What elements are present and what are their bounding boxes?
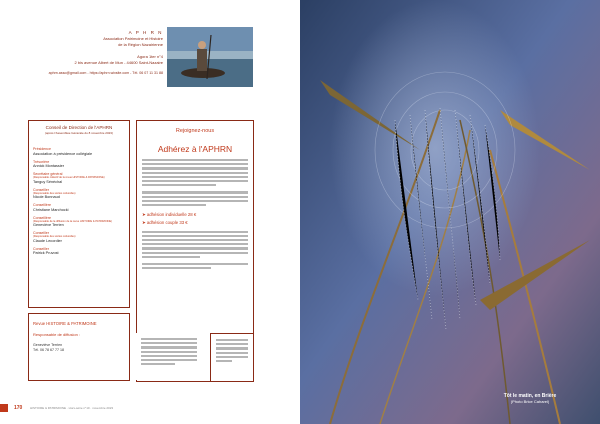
- text-line: [216, 352, 248, 354]
- text-line: [142, 163, 248, 165]
- role-name: Tanguy Sénéchal: [33, 179, 63, 184]
- text-line: [142, 239, 248, 241]
- role-name: Nicole Bonnaud: [33, 195, 60, 199]
- text-line: [142, 267, 211, 269]
- text-line: [142, 256, 200, 258]
- text-line: [141, 359, 197, 361]
- revue-box: [28, 313, 130, 381]
- text-line: [142, 184, 216, 186]
- page-number: 170: [14, 405, 23, 411]
- role-4: [33, 203, 129, 212]
- role-note: (Responsable collectif de la revue HISTOIRE & PATRIMOINE): [33, 176, 105, 179]
- text-line: [142, 235, 248, 237]
- org-line2: Association Patrimoine et Histoire: [103, 36, 163, 41]
- role-label: Conseiller: [33, 187, 49, 192]
- org-name: A P H R N: [128, 30, 163, 35]
- text-line: [142, 243, 248, 245]
- role-label: Trésorière: [33, 159, 50, 164]
- photos-text: [141, 338, 197, 365]
- role-5: [33, 216, 129, 228]
- address1: Agora 1ter n°4: [137, 54, 163, 59]
- text-line: [142, 167, 248, 169]
- instructions-paragraph: [142, 231, 248, 258]
- role-7: [33, 247, 129, 256]
- header-org: [28, 30, 163, 66]
- role-name: Claude Lecordier: [33, 238, 62, 243]
- revue-title: Revue HISTOIRE & PATRIMOINE: [33, 321, 97, 326]
- text-line: [142, 159, 248, 161]
- council-box: [28, 120, 130, 308]
- role-label: Conseiller: [33, 231, 49, 235]
- dew-spiderweb-image: [300, 0, 600, 424]
- arrow-icon: ➤: [142, 219, 146, 225]
- role-name: Christiane Marchocki: [33, 207, 69, 212]
- closing-paragraph: [142, 263, 248, 269]
- fee-amount: 33 €: [179, 219, 188, 225]
- fee-label: adhésion couple: [146, 219, 179, 225]
- role-name: Association à présidence collégiale: [33, 151, 93, 156]
- text-line: [142, 196, 248, 198]
- text-line: [142, 231, 248, 233]
- role-label: Présidence: [33, 147, 51, 151]
- council-title: Conseil de Direction de l'APHRN: [45, 125, 113, 130]
- footer-marker: [0, 404, 8, 412]
- photo-caption: [490, 393, 570, 404]
- contact-line: aphrn.asso@gmail.com - https://aphrn.wixsite.com - Tél. 06 07 11 31 88: [48, 71, 163, 75]
- text-line: [216, 339, 248, 341]
- role-label: Conseillère: [33, 203, 51, 207]
- role-note: (Responsable de la diffusion de la revue HISTOIRE & PATRIMOINE): [33, 219, 112, 223]
- text-line: [142, 200, 248, 202]
- role-name: Geneviève Terrien: [33, 223, 64, 227]
- role-label: Conseillère: [33, 215, 51, 220]
- fee-couple: [142, 220, 248, 226]
- caption-title: Tôt le matin, en Brière: [503, 393, 557, 399]
- footer-text: HISTOIRE & PATRIMOINE · Hors-série n°10 · novembre 2023: [30, 406, 114, 410]
- council-subtitle: (après l'Assemblée Générale du 8 novembre 2023): [45, 131, 113, 135]
- text-line: [142, 172, 248, 174]
- text-line: [216, 360, 232, 362]
- arrow-icon: ➤: [142, 212, 146, 218]
- text-line: [141, 363, 175, 365]
- role-6: [33, 231, 129, 243]
- role-name: Annick Montassier: [33, 164, 65, 168]
- role-name: Patrick Pruvost: [33, 251, 59, 255]
- text-line: [141, 342, 197, 344]
- articles-text: [216, 339, 248, 362]
- role-note: (Responsable des sorties culturelles): [33, 235, 76, 238]
- fee-label: adhésion individuelle: [146, 212, 187, 218]
- payment-paragraph: [142, 191, 248, 206]
- adhere-heading: Adhérez à l'APHRN: [157, 144, 233, 154]
- role-0: [33, 147, 129, 156]
- org-line3: de la Région Nazairienne: [118, 42, 163, 47]
- text-line: [141, 355, 197, 357]
- role-3: [33, 188, 129, 200]
- text-line: [141, 351, 197, 353]
- header-photo: [167, 27, 253, 87]
- role-label: Secrétaire général: [33, 172, 63, 176]
- role-1: [33, 160, 129, 169]
- join-heading: Rejoignez-nous: [175, 128, 215, 134]
- text-line: [216, 343, 248, 345]
- cover-photo: [300, 0, 600, 424]
- text-line: [216, 347, 248, 349]
- text-line: [142, 263, 248, 265]
- text-line: [142, 176, 248, 178]
- text-line: [142, 247, 248, 249]
- address2: 2 bis avenue Albert de Mun - 44600 Saint-Nazaire: [74, 60, 163, 65]
- text-line: [142, 191, 248, 193]
- text-line: [142, 204, 206, 206]
- revue-name: Geneviève Terrien: [33, 343, 63, 347]
- articles-note: [210, 333, 254, 382]
- text-line: [142, 180, 248, 182]
- revue-role: Responsable de diffusion :: [33, 332, 81, 337]
- intro-paragraph: [142, 159, 248, 186]
- text-line: [141, 338, 197, 340]
- revue-tel: Tél. 06 78 67 77 18: [33, 348, 64, 352]
- fees-list: [142, 212, 248, 226]
- caption-credit: (Photo Brice Caharel): [510, 399, 550, 404]
- text-line: [141, 346, 197, 348]
- fee-amount: 28 €: [187, 212, 197, 218]
- text-line: [142, 252, 248, 254]
- fee-individual: [142, 212, 248, 218]
- text-line: [216, 356, 248, 358]
- role-label: Conseiller: [33, 246, 49, 251]
- role-note: (Responsable des sorties culturelles): [33, 191, 76, 195]
- role-2: [33, 172, 129, 184]
- photos-note: [136, 333, 202, 380]
